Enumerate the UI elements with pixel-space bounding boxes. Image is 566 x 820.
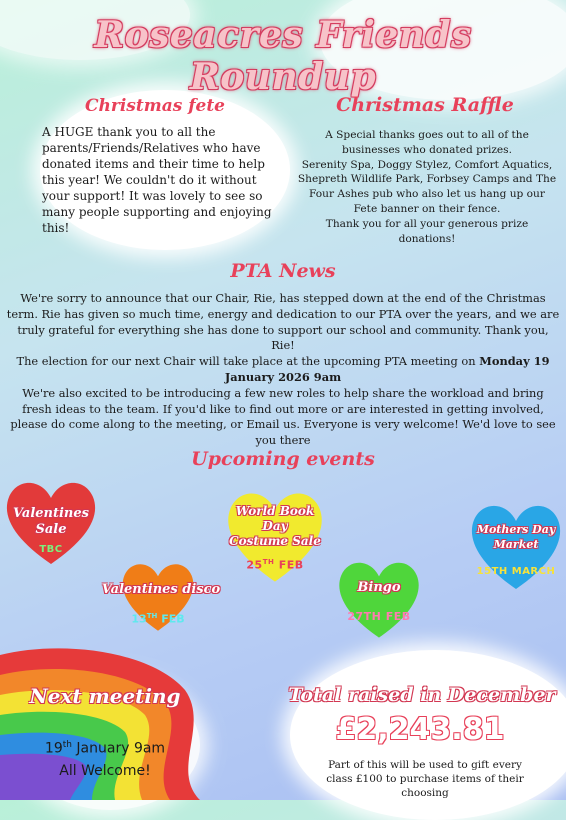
world-book-day-date-day: 25 bbox=[246, 558, 263, 572]
world-book-day-label-line1: World Book bbox=[235, 504, 315, 518]
valentines-sale-date: TBC bbox=[39, 544, 63, 555]
next-meeting-heading: Next meeting bbox=[29, 684, 181, 708]
world-book-day-label bbox=[222, 504, 328, 549]
mothers-day-date: 15TH MARCH bbox=[476, 566, 556, 577]
raffle-line-1: A Special thanks goes out to all of the businesses who donated prizes. bbox=[325, 129, 529, 156]
pta-news-para-1: We're sorry to announce that our Chair, Rie, has stepped down at the end of the Christmas term. Rie has given so much time, energy and dedication to our PTA over the years, and we are truly grateful for everything she has done to support our school and community. Thank you, Rie! bbox=[6, 291, 560, 353]
total-raised-note: Part of this will be used to gift every class £100 to purchase items of their choosing bbox=[326, 759, 524, 799]
page-title: Roseacres Friends Roundup bbox=[94, 14, 472, 98]
valentines-disco-label: Valentines disco bbox=[101, 582, 221, 597]
mothers-day-label bbox=[466, 522, 566, 552]
next-meeting-date-rest: January 9am bbox=[76, 740, 166, 757]
world-book-day-date-suffix: TH bbox=[262, 558, 275, 566]
event-heart-valentines-sale bbox=[0, 472, 102, 572]
valentines-sale-label bbox=[0, 506, 102, 538]
world-book-day-label-line2: Day bbox=[262, 519, 288, 533]
valentines-disco-date-suffix: TH bbox=[146, 612, 158, 620]
pta-news-para-2 bbox=[6, 354, 560, 386]
world-book-day-label-line3: Costume Sale bbox=[229, 534, 321, 548]
pta-news-election-text: The election for our next Chair will take place at the upcoming PTA meeting on bbox=[16, 354, 476, 369]
total-raised-heading: Total raised in December bbox=[288, 684, 556, 706]
christmas-fete-text: A HUGE thank you to all the parents/Friends/Relatives who have donated items and their time to help this year! We couldn't do it without your support! It was lovely to see so many people supporting and enjoying this! bbox=[42, 125, 272, 235]
world-book-day-date-month: FEB bbox=[278, 558, 304, 572]
event-heart-mothers-day-market bbox=[466, 490, 566, 600]
mothers-day-label-line1: Mothers Day bbox=[476, 523, 556, 536]
next-meeting-date-day: 19 bbox=[44, 740, 63, 757]
valentines-disco-date-day: 13 bbox=[131, 612, 147, 626]
raffle-line-3: Thank you for all your generous prize donations! bbox=[325, 217, 529, 245]
event-heart-world-book-day bbox=[222, 480, 328, 590]
upcoming-events-heading: Upcoming events bbox=[191, 448, 375, 470]
raffle-line-2: Serenity Spa, Doggy Stylez, Comfort Aquatics, Shepreth Wildlife Park, Forbsey Camps and The Four Ashes pub who also let us hang up our Fete banner on their fence. bbox=[297, 158, 557, 215]
next-meeting-welcome: All Welcome! bbox=[59, 762, 151, 779]
world-book-day-date bbox=[222, 558, 328, 572]
valentines-sale-label-line1: Valentines bbox=[13, 506, 89, 521]
heart-shape-green bbox=[334, 548, 424, 648]
mothers-day-label-line2: Market bbox=[493, 538, 539, 551]
next-meeting-details bbox=[20, 734, 190, 782]
pta-news-para-3: We're also excited to be introducing a few new roles to help share the workload and bring fresh ideas to the team. If you'd like to find out more or are interested in getting involved, please do come along to the meeting, or Email us. Everyone is very welcome! We'd love to see you there bbox=[10, 385, 556, 448]
valentines-disco-date bbox=[118, 612, 198, 626]
valentines-sale-label-line2: Sale bbox=[35, 522, 67, 537]
event-heart-bingo bbox=[334, 548, 424, 648]
valentines-disco-date-month: FEB bbox=[161, 612, 185, 626]
christmas-raffle-text bbox=[296, 128, 558, 246]
bingo-date: 27TH FEB bbox=[347, 610, 411, 623]
christmas-raffle-heading: Christmas Raffle bbox=[336, 94, 514, 116]
pta-news-election-date: Monday 19 January 2026 9am bbox=[224, 354, 550, 384]
next-meeting-date-suffix: th bbox=[62, 740, 72, 750]
bingo-label: Bingo bbox=[357, 580, 401, 595]
pta-news-heading: PTA News bbox=[230, 260, 336, 282]
pta-news-text bbox=[6, 291, 560, 449]
christmas-fete-heading: Christmas fete bbox=[84, 96, 226, 116]
next-meeting-date bbox=[20, 734, 190, 760]
total-raised-amount: £2,243.81 bbox=[335, 712, 505, 747]
